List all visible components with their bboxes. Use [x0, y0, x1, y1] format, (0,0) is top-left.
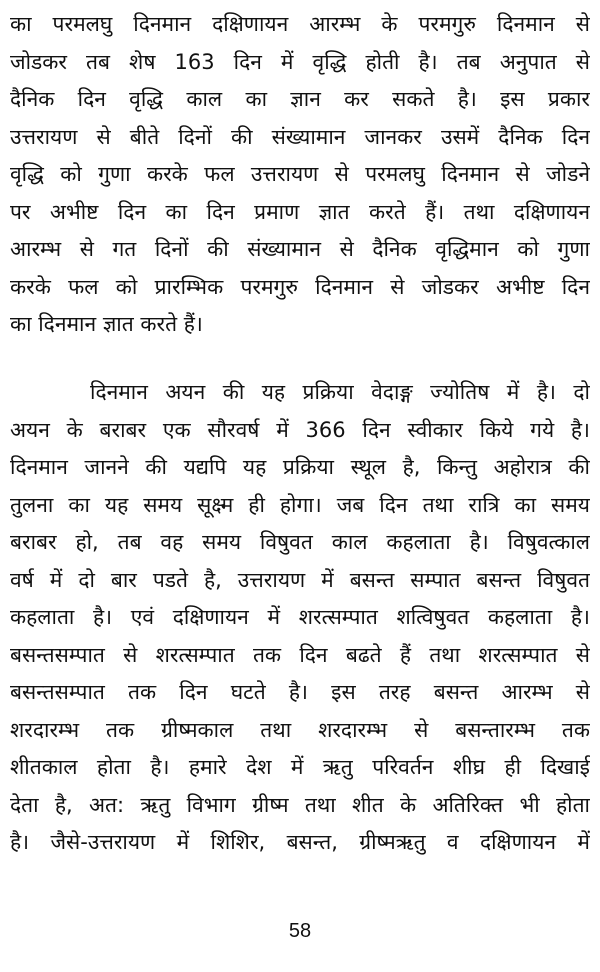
- text-line: दिनमान अयन की यह प्रक्रिया वेदाङ्ग ज्योतिष में है। दो: [90, 380, 590, 404]
- text-line: करके फल को प्रारम्भिक परमगुरु दिनमान से जोडकर अभीष्ट दिन: [10, 274, 590, 299]
- paragraph-2: [10, 374, 590, 862]
- text-line: का दिनमान ज्ञात करते हैं।: [10, 312, 203, 336]
- text-line: जोडकर तब शेष 163 दिन में वृद्धि होती है। तब अनुपात से: [10, 49, 590, 74]
- paragraph-1: [10, 6, 590, 344]
- text-line: तुलना का यह समय सूक्ष्म ही होगा। जब दिन तथा रात्रि का समय: [10, 492, 590, 517]
- book-page: [10, 0, 590, 972]
- text-line: है। जैसे-उत्तरायण में शिशिर, बसन्त, ग्रीष्मऋतु व दक्षिणायन में: [10, 830, 590, 854]
- text-line: अयन के बराबर एक सौरवर्ष में 366 दिन स्वीकार किये गये है।: [10, 417, 590, 442]
- text-line: वृद्धि को गुणा करके फल उत्तरायण से परमलघु दिनमान से जोडने: [10, 162, 590, 186]
- text-line: आरम्भ से गत दिनों की संख्यामान से दैनिक वृद्धिमान को गुणा: [10, 237, 590, 261]
- text-line: उत्तरायण से बीते दिनों की संख्यामान जानकर उसमें दैनिक दिन: [10, 124, 590, 149]
- text-line: वर्ष में दो बार पडते है, उत्तरायण में बसन्त सम्पात बसन्त विषुवत: [10, 567, 590, 592]
- text-line: दैनिक दिन वृद्धि काल का ज्ञान कर सकते है। इस प्रकार: [10, 87, 590, 111]
- text-line: शरदारम्भ तक ग्रीष्मकाल तथा शरदारम्भ से बसन्तारम्भ तक: [10, 717, 590, 742]
- text-line: शीतकाल होता है। हमारे देश में ऋतु परिवर्तन शीघ्र ही दिखाई: [10, 755, 590, 779]
- page-number: 58: [288, 920, 312, 942]
- text-line: पर अभीष्ट दिन का दिन प्रमाण ज्ञात करते हैं। तथा दक्षिणायन: [10, 199, 590, 224]
- text-line: बराबर हो, तब वह समय विषुवत काल कहलाता है। विषुवत्काल: [10, 530, 590, 554]
- text-line: दिनमान जानने की यद्यपि यह प्रक्रिया स्थूल है, किन्तु अहोरात्र की: [10, 455, 590, 479]
- text-line: कहलाता है। एवं दक्षिणायन में शरत्सम्पात शत्विषुवत कहलाता है।: [10, 605, 590, 629]
- text-line: बसन्तसम्पात से शरत्सम्पात तक दिन बढते हैं तथा शरत्सम्पात से: [10, 642, 590, 667]
- text-line: का परमलघु दिनमान दक्षिणायन आरम्भ के परमगुरु दिनमान से: [10, 12, 590, 36]
- text-line: देता है, अत: ऋतु विभाग ग्रीष्म तथा शीत के अतिरिक्त भी होता: [10, 792, 590, 817]
- text-line: बसन्तसम्पात तक दिन घटते है। इस तरह बसन्त आरम्भ से: [10, 680, 590, 704]
